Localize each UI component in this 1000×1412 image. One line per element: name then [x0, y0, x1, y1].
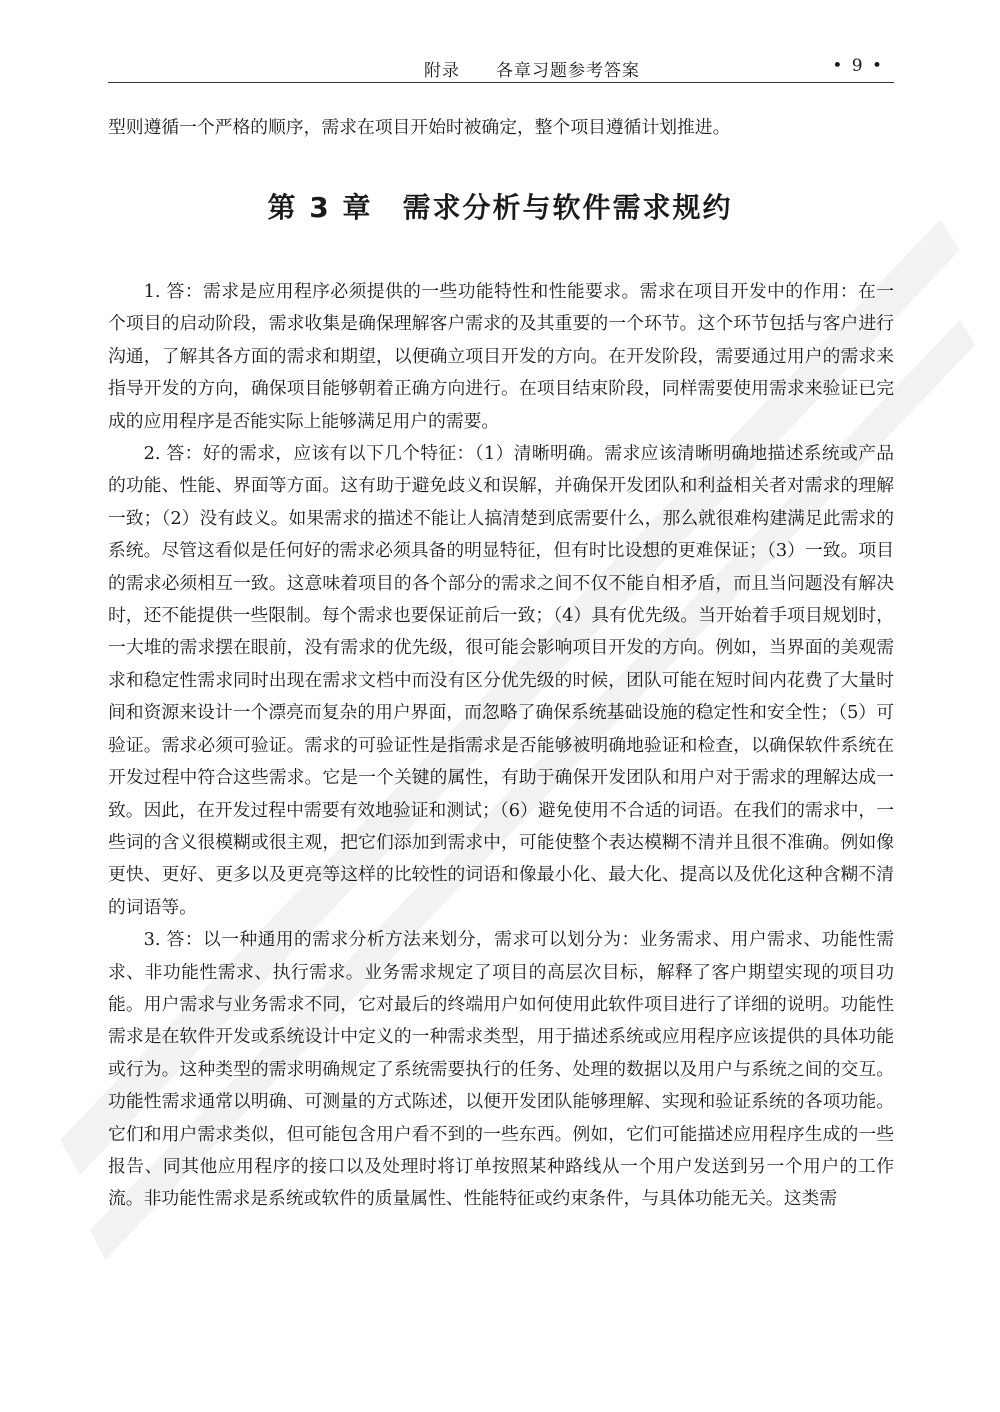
answer-paragraph-2: 2. 答：好的需求，应该有以下几个特征：（1）清晰明确。需求应该清晰明确地描述系统或产品的功能、性能、界面等方面。这有助于避免歧义和误解，并确保开发团队和利益相关者对需求的理解一致；（2）没有歧义。如果需求的描述不能让人搞清楚到底需要什么，那么就很难构建满足此需求的系统。尽管这看似是任何好的需求必须具备的明显特征，但有时比设想的更难保证；（3）一致。项目的需求必须相互一致。这意味着项目的各个部分的需求之间不仅不能自相矛盾，而且当问题没有解决时，还不能提供一些限制。每个需求也要保证前后一致；（4）具有优先级。当开始着手项目规划时，一大堆的需求摆在眼前，没有需求的优先级，很可能会影响项目开发的方向。例如，当界面的美观需求和稳定性需求同时出现在需求文档中而没有区分优先级的时候，团队可能在短时间内花费了大量时间和资源来设计一个漂亮而复杂的用户界面，而忽略了确保系统基础设施的稳定性和安全性；（5）可验证。需求必须可验证。需求的可验证性是指需求是否能够被明确地验证和检查，以确保软件系统在开发过程中符合这些需求。它是一个关键的属性，有助于确保开发团队和用户对于需求的理解达成一致。因此，在开发过程中需要有效地验证和测试；（6）避免使用不合适的词语。在我们的需求中，一些词的含义很模糊或很主观，把它们添加到需求中，可能使整个表达模糊不清并且很不准确。例如像更快、更好、更多以及更亮等这样的比较性的词语和像最小化、最大化、提高以及优化这种含糊不清的词语等。: [108, 443, 894, 918]
answer-paragraph-3: 3. 答：以一种通用的需求分析方法来划分，需求可以划分为：业务需求、用户需求、功能性需求、非功能性需求、执行需求。业务需求规定了项目的高层次目标，解释了客户期望实现的项目功能。用户需求与业务需求不同，它对最后的终端用户如何使用此软件项目进行了详细的说明。功能性需求是在软件开发或系统设计中定义的一种需求类型，用于描述系统或应用程序应该提供的具体功能或行为。这种类型的需求明确规定了系统需要执行的任务、处理的数据以及用户与系统之间的交互。功能性需求通常以明确、可测量的方式陈述，以便开发团队能够理解、实现和验证系统的各项功能。它们和用户需求类似，但可能包含用户看不到的一些东西。例如，它们可能描述应用程序生成的一些报告、同其他应用程序的接口以及处理时将订单按照某种路线从一个用户发送到另一个用户的工作流。非功能性需求是系统或软件的质量属性、性能特征或约束条件，与具体功能无关。这类需: [108, 929, 894, 1210]
running-header-section: 附录 各章习题参考答案: [424, 61, 640, 81]
running-header: [108, 52, 894, 83]
chapter-title: 第 3 章 需求分析与软件需求规约: [267, 191, 733, 224]
continuation-line: 型则遵循一个严格的顺序，需求在项目开始时被确定，整个项目遵循计划推进。: [108, 117, 731, 138]
page-number: • 9 •: [832, 56, 884, 76]
answer-paragraph-1: 1. 答：需求是应用程序必须提供的一些功能特性和性能要求。需求在项目开发中的作用：在一个项目的启动阶段，需求收集是确保理解客户需求的及其重要的一个环节。这个环节包括与客户进行沟通，了解其各方面的需求和期望，以便确立项目开发的方向。在开发阶段，需要通过用户的需求来指导开发的方向，确保项目能够朝着正确方向进行。在项目结束阶段，同样需要使用需求来验证已完成的应用程序是否能实际上能够满足用户的需要。: [108, 281, 894, 432]
answers-body: [108, 276, 894, 1216]
